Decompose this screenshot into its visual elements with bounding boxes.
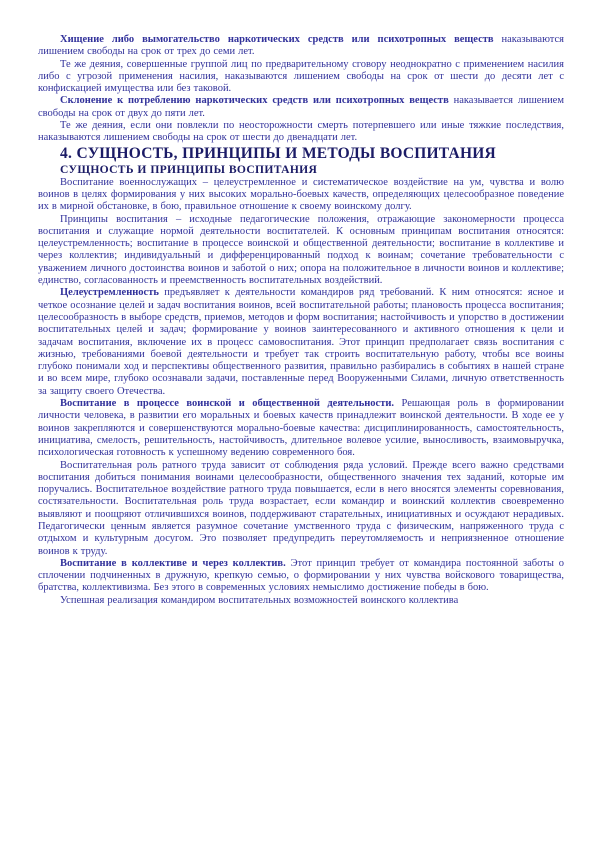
paragraph-lead-bold: Воспитание в процессе воинской и общественной деятельности.	[60, 398, 395, 410]
paragraph-text: Воспитательная роль ратного труда зависит от соблюдения ряда условий. Прежде всего важно средствами воспитания добиться понимания воинами целесообразности, общественного значения тех заданий, которые им поручались. Воспитательное воздействие ратного труда повышается, если в него вносятся элементы соревнования, состязательности. Воспитательная роль труда возрастает, если командир и воинский коллектив своевременно выявляют и поощряют отличившихся воинов, поддерживают старательных, инициативных и осуждают нерадивых. Педагогически ценным является разумное сочетание умственного труда с физическим, напряженного труда с отдыхом и культурным досугом. Это позволяет предупредить переутомляемость и неприязненное отношение воинов к труду.	[38, 459, 564, 557]
body-paragraphs-block	[38, 177, 564, 607]
paragraph	[38, 177, 564, 214]
paragraph	[38, 34, 564, 59]
paragraph	[38, 214, 564, 288]
paragraph-lead-bold: Склонение к потреблению наркотических средств или психотропных веществ	[60, 95, 449, 107]
paragraph-text: Успешная реализация командиром воспитательных возможностей воинского коллектива	[60, 594, 459, 606]
paragraph-text: наказывается лишением свободы на срок от двух до пяти лет.	[38, 95, 564, 119]
paragraph-text: Этот принцип требует от командира постоянной заботы о сплочении подчиненных в дружную, крепкую семью, о формировании у них чувства войскового товарищества, братства, коллективизма. Без этого в современных условиях немыслимо достижение победы в бою.	[38, 557, 565, 594]
paragraph	[38, 59, 564, 96]
paragraph	[38, 120, 564, 145]
section-heading: СУЩНОСТЬ И ПРИНЦИПЫ ВОСПИТАНИЯ	[60, 162, 318, 176]
paragraph	[38, 558, 564, 595]
intro-paragraphs-block	[38, 34, 564, 145]
paragraph-text: Решающая роль в формировании личности человека, в развитии его моральных и боевых качеств принадлежит воинской деятельности. В ходе ее у воинов закрепляются и совершенствуются морально-боевые качества: дисциплинированность, самостоятельность, инициатива, смелость, решительность, настойчивость, длительное волевое усилие, выносливость, взаимовыручка, психологическая готовность к успешному ведению современного боя.	[38, 398, 564, 459]
paragraph-text: предъявляет к деятельности командиров ряд требований. К ним относятся: ясное и четкое осознание целей и задач воспитания воинов, всей воспитательной работы; плановость процесса воспитания; целесообразность в выборе средств, приемов, методов и форм воспитания; настойчивость и упорство в достижении воспитательных целей и задач; формирование у воинов заинтересованного и активного отношения к цели и задачам воспитания, включение их в процесс самовоспитания. Этот принцип предполагает связь воспитания с жизнью, требованиями боевой деятельности и требует так строить воспитательную работу, чтобы все воины глубоко понимали ход и перспективы общественного развития, правильно разбирались в событиях в нашей стране и во всем мире, глубоко осознавали задачи, поставленные перед Вооруженными Силами, личную ответственность за защиту своего Отечества.	[38, 287, 564, 397]
paragraph-text: Те же деяния, совершенные группой лиц по предварительному сговору неоднократно с применением насилия либо с угрозой применения насилия, наказываются лишением свободы на срок от шести до десяти лет с конфискацией имущества или без таковой.	[38, 58, 564, 95]
paragraph-text: Те же деяния, если они повлекли по неосторожности смерть потерпевшего или иные тяжкие последствия, наказываются лишением свободы на срок от шести до двенадцати лет.	[38, 120, 564, 144]
paragraph-text: Принципы воспитания – исходные педагогические положения, отражающие закономерности процесса воспитания и служащие нормой деятельности воспитателей. К основным принципам воспитания относятся: целеустремленность; воспитание в процессе воинской и общественной деятельности; воспитание в коллективе и через коллектив; индивидуальный и дифференцированный подход к воинам; сочетание требовательности с уважением личного достоинства воинов и заботой о них; опора на положительное в личности воинов и коллективе; единство, согласованность и преемственность воспитательных воздействий.	[38, 213, 564, 287]
paragraph	[38, 398, 564, 459]
paragraph	[38, 460, 564, 558]
paragraph-text: наказываются лишением свободы на срок от трех до семи лет.	[38, 34, 564, 58]
paragraph	[38, 287, 564, 398]
paragraph-lead-bold: Воспитание в коллективе и через коллектив.	[60, 557, 286, 569]
paragraph-lead-bold: Хищение либо вымогательство наркотических средств или психотропных веществ	[60, 34, 494, 45]
paragraph-lead-bold: Целеустремленность	[60, 287, 159, 299]
paragraph	[38, 95, 564, 120]
paragraph-text: Воспитание военнослужащих – целеустремленное и систематическое воздействие на ум, чувства и волю воинов в целях формирования у них высоких морально-боевых качеств, определяющих целесообразное поведение их в мирной обстановке, в бою, правильное отношение к своему воинскому долгу.	[38, 176, 564, 213]
paragraph	[38, 595, 564, 607]
chapter-heading: 4. СУЩНОСТЬ, ПРИНЦИПЫ И МЕТОДЫ ВОСПИТАНИЯ	[60, 144, 496, 162]
